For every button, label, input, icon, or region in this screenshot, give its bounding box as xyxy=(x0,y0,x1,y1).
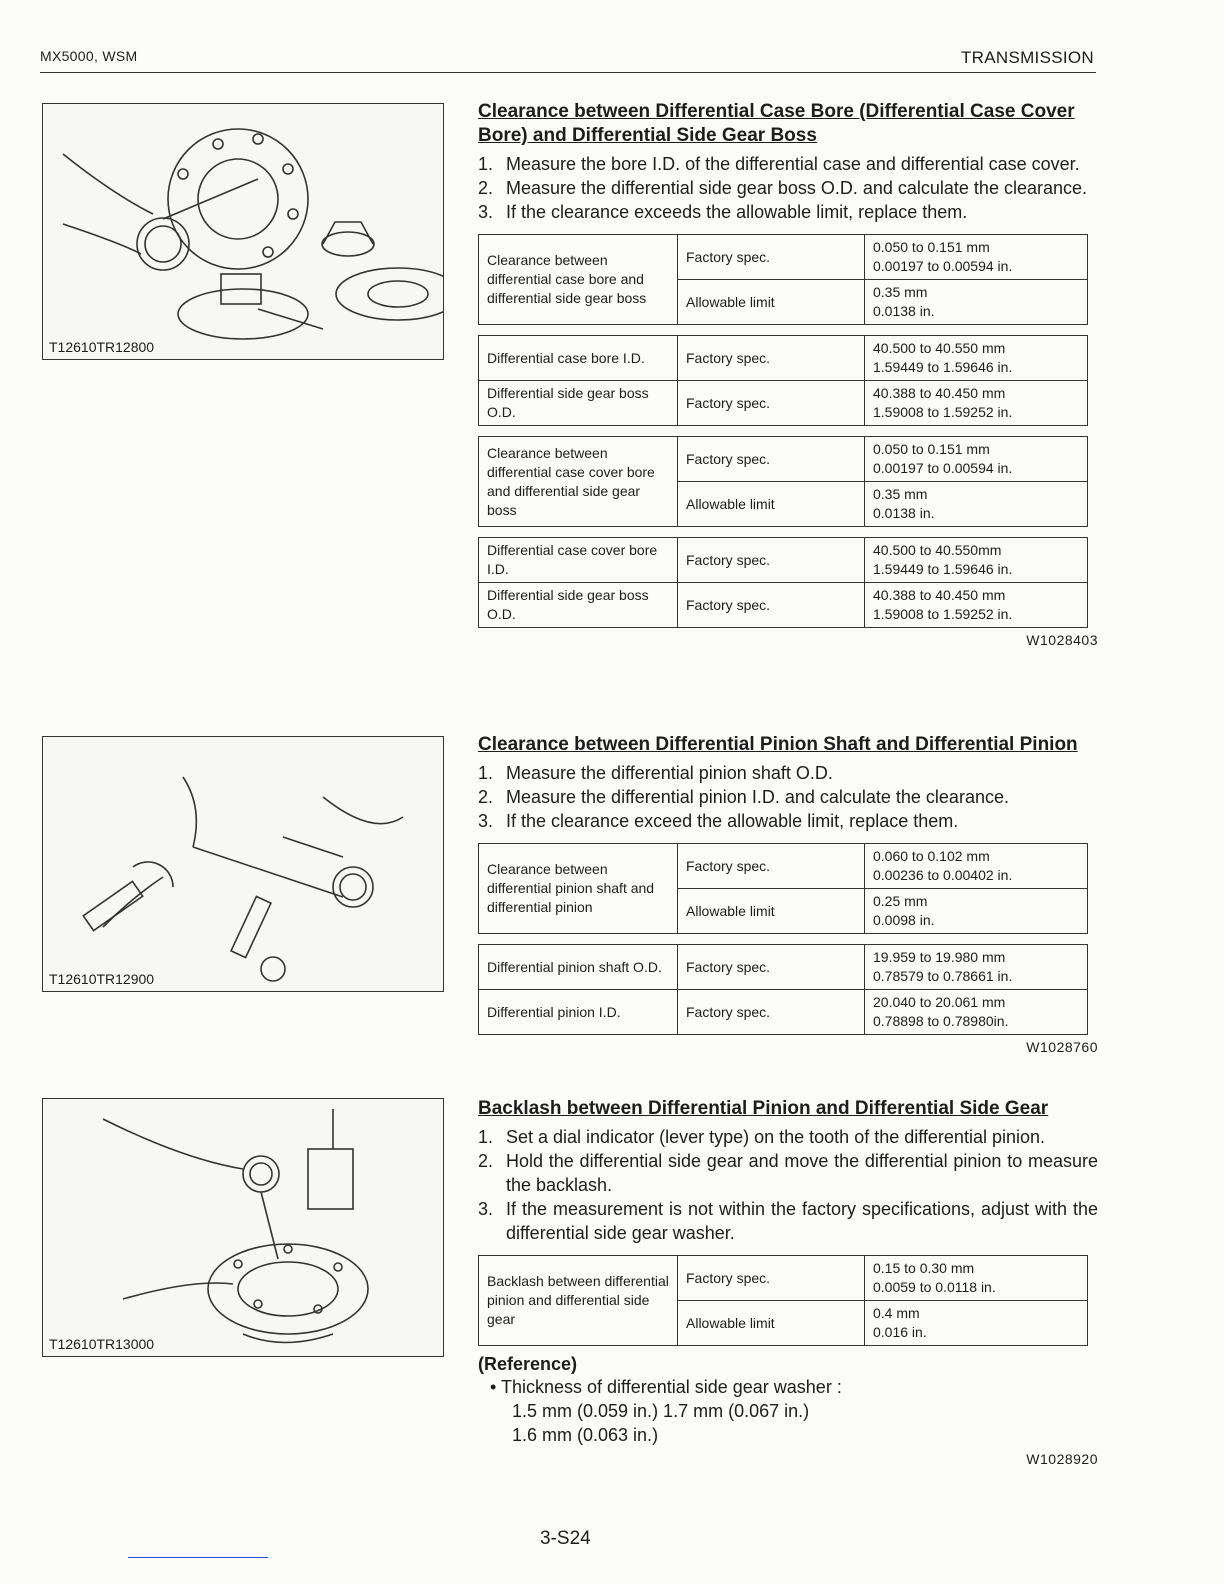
spec-value: 0.050 to 0.151 mm 0.00197 to 0.00594 in. xyxy=(865,437,1088,482)
spec-type: Factory spec. xyxy=(678,538,865,583)
page-number: 3-S24 xyxy=(540,1528,591,1549)
spec-label: Clearance between differential pinion shaft and differential pinion xyxy=(479,844,678,934)
spec-type: Factory spec. xyxy=(678,235,865,280)
spec-value: 40.388 to 40.450 mm 1.59008 to 1.59252 in. xyxy=(865,583,1088,628)
step-item: 1. Measure the differential pinion shaft O.D. xyxy=(478,763,833,783)
reference-values-line: 1.6 mm (0.063 in.) xyxy=(512,1425,659,1445)
header-rule xyxy=(40,72,1096,73)
spec-value: 19.959 to 19.980 mm 0.78579 to 0.78661 in. xyxy=(865,945,1088,990)
spec-table-case-bore-dimensions xyxy=(478,335,1088,426)
step-item: 2. Measure the differential pinion I.D. and calculate the clearance. xyxy=(478,787,1009,807)
spec-table-pinion-clearance xyxy=(478,843,1088,934)
spec-type: Factory spec. xyxy=(678,583,865,628)
spec-type: Factory spec. xyxy=(678,945,865,990)
spec-label: Differential side gear boss O.D. xyxy=(479,583,678,628)
step-item: 3. If the clearance exceeds the allowable limit, replace them. xyxy=(478,202,968,222)
reference-title: (Reference) xyxy=(478,1354,578,1374)
section-pinion-shaft-clearance xyxy=(478,733,1098,1055)
footer-rule xyxy=(128,1557,268,1558)
spec-value: 0.25 mm 0.0098 in. xyxy=(865,889,1088,934)
spec-type: Allowable limit xyxy=(678,889,865,934)
spec-type: Factory spec. xyxy=(678,1256,865,1301)
spec-value: 0.35 mm 0.0138 in. xyxy=(865,482,1088,527)
step-item: 2. Hold the differential side gear and move the differential pinion to measure the backlash. xyxy=(478,1151,1098,1195)
document-code: W1028403 xyxy=(1026,632,1098,648)
header-chapter-title: TRANSMISSION xyxy=(960,48,1094,67)
spec-table-pinion-dimensions xyxy=(478,944,1088,1035)
spec-type: Factory spec. xyxy=(678,336,865,381)
spec-type: Allowable limit xyxy=(678,280,865,325)
step-item: 3. If the measurement is not within the factory specifications, adjust with the differential side gear washer. xyxy=(478,1199,1098,1243)
figure-caption: T12610TR12800 xyxy=(49,339,155,355)
spec-value: 0.060 to 0.102 mm 0.00236 to 0.00402 in. xyxy=(865,844,1088,889)
illustration-micrometer xyxy=(43,737,443,991)
illustration-bore-gauge xyxy=(43,104,443,359)
document-code: W1028760 xyxy=(1026,1039,1098,1055)
section-title: Clearance between Differential Case Bore (Differential Case Cover Bore) and Differential Side Gear Boss xyxy=(478,101,1075,146)
spec-type: Factory spec. xyxy=(678,437,865,482)
step-item: 2. Measure the differential side gear boss O.D. and calculate the clearance. xyxy=(478,178,1088,198)
spec-label: Differential case cover bore I.D. xyxy=(479,538,678,583)
spec-value: 40.500 to 40.550 mm 1.59449 to 1.59646 in. xyxy=(865,336,1088,381)
figure-backlash-measure xyxy=(42,1098,444,1357)
spec-table-cover-bore-clearance xyxy=(478,436,1088,527)
section-title: Backlash between Differential Pinion and Differential Side Gear xyxy=(478,1098,1049,1119)
spec-value: 0.050 to 0.151 mm 0.00197 to 0.00594 in. xyxy=(865,235,1088,280)
spec-label: Differential pinion I.D. xyxy=(479,990,678,1035)
spec-value: 20.040 to 20.061 mm 0.78898 to 0.78980in. xyxy=(865,990,1088,1035)
spec-label: Clearance between differential case cover bore and differential side gear boss xyxy=(479,437,678,527)
spec-label: Differential case bore I.D. xyxy=(479,336,678,381)
figure-caption: T12610TR13000 xyxy=(49,1336,155,1352)
step-list xyxy=(478,1125,1098,1245)
section-title: Clearance between Differential Pinion Shaft and Differential Pinion xyxy=(478,734,1078,755)
spec-value: 0.4 mm 0.016 in. xyxy=(865,1301,1088,1346)
figure-caption: T12610TR12900 xyxy=(49,971,155,987)
illustration-dial-indicator xyxy=(43,1099,443,1356)
figure-case-bore-measure xyxy=(42,103,444,360)
spec-label: Differential pinion shaft O.D. xyxy=(479,945,678,990)
spec-table-cover-bore-dimensions xyxy=(478,537,1088,628)
spec-value: 0.35 mm 0.0138 in. xyxy=(865,280,1088,325)
step-list xyxy=(478,152,1098,224)
spec-table-backlash xyxy=(478,1255,1088,1346)
header-manual-title: MX5000, WSM xyxy=(40,48,138,64)
spec-value: 40.388 to 40.450 mm 1.59008 to 1.59252 in. xyxy=(865,381,1088,426)
spec-label: Clearance between differential case bore and differential side gear boss xyxy=(479,235,678,325)
spec-table-case-bore-clearance xyxy=(478,234,1088,325)
step-item: 3. If the clearance exceed the allowable limit, replace them. xyxy=(478,811,959,831)
spec-type: Factory spec. xyxy=(678,844,865,889)
spec-value: 0.15 to 0.30 mm 0.0059 to 0.0118 in. xyxy=(865,1256,1088,1301)
spec-type: Allowable limit xyxy=(678,1301,865,1346)
figure-pinion-shaft-measure xyxy=(42,736,444,992)
spec-type: Allowable limit xyxy=(678,482,865,527)
spec-type: Factory spec. xyxy=(678,381,865,426)
spec-type: Factory spec. xyxy=(678,990,865,1035)
step-item: 1. Set a dial indicator (lever type) on the tooth of the differential pinion. xyxy=(478,1127,1045,1147)
spec-label: Differential side gear boss O.D. xyxy=(479,381,678,426)
step-list xyxy=(478,761,1098,833)
spec-label: Backlash between differential pinion and differential side gear xyxy=(479,1256,678,1346)
step-item: 1. Measure the bore I.D. of the differential case and differential case cover. xyxy=(478,154,1080,174)
reference-bullet: • Thickness of differential side gear washer : xyxy=(490,1377,842,1397)
spec-value: 40.500 to 40.550mm 1.59449 to 1.59646 in. xyxy=(865,538,1088,583)
section-backlash xyxy=(478,1097,1098,1467)
section-case-bore-clearance xyxy=(478,100,1098,648)
document-code: W1028920 xyxy=(1026,1451,1098,1467)
reference-values-line: 1.5 mm (0.059 in.) 1.7 mm (0.067 in.) xyxy=(512,1401,810,1421)
